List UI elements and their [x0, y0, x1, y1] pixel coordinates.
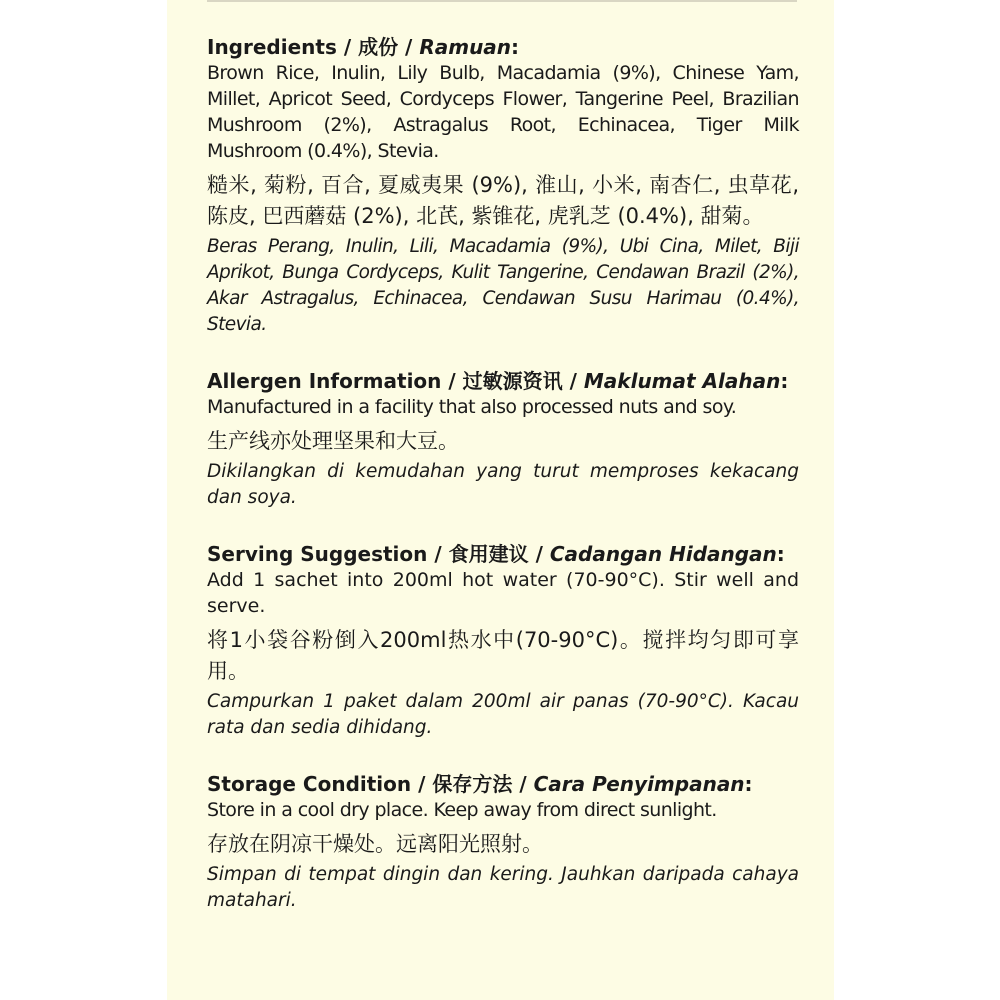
storage-text-zh: 存放在阴凉干燥处。远离阳光照射。 — [207, 832, 543, 856]
allergen-text-ms: Dikilangkan di kemudahan yang turut memproses kekacang dan soya. — [207, 461, 799, 508]
ingredients-text-ms: Beras Perang, Inulin, Lili, Macadamia (9%), Ubi Cina, Milet, Biji Aprikot, Bunga Cordyceps, Kulit Tangerine, Cendawan Brazil (2%), Akar Astragalus, Echinacea, Cendawan Susu Harimau (0.4%), Stevia. — [207, 236, 799, 335]
ingredients-text-zh: 糙米, 菊粉, 百合, 夏威夷果 (9%), 淮山, 小米, 南杏仁, 虫草花, 陈皮, 巴西蘑菇 (2%), 北芪, 紫锥花, 虎乳芝 (0.4%), 甜菊。 — [207, 173, 799, 228]
allergen-heading — [207, 368, 799, 394]
allergen-text-zh: 生产线亦处理坚果和大豆。 — [207, 429, 459, 453]
ingredients-heading — [207, 34, 799, 60]
heading-ms: Ramuan — [419, 35, 512, 59]
allergen-section — [207, 368, 799, 511]
heading-colon: : — [780, 369, 789, 393]
serving-text-zh: 将1小袋谷粉倒入200ml热水中(70-90°C)。搅拌均匀即可享用。 — [207, 628, 799, 683]
heading-separator: / — [398, 35, 420, 59]
heading-colon: : — [776, 542, 785, 566]
heading-en: Allergen Information / — [207, 369, 463, 393]
storage-text-en: Store in a cool dry place. Keep away from direct sunlight. — [207, 799, 717, 821]
heading-en: Storage Condition / — [207, 772, 433, 796]
heading-en: Serving Suggestion / — [207, 542, 449, 566]
storage-text-ms: Simpan di tempat dingin dan kering. Jauhkan daripada cahaya matahari. — [207, 864, 799, 911]
heading-colon: : — [511, 35, 520, 59]
ingredients-text-en: Brown Rice, Inulin, Lily Bulb, Macadamia (9%), Chinese Yam, Millet, Apricot Seed, Cordyceps Flower, Tangerine Peel, Brazilian Mushroom (2%), Astragalus Root, Echinacea, Tiger Milk Mushroom (0.4%), Stevia. — [207, 62, 799, 162]
heading-separator: / — [562, 369, 584, 393]
storage-section — [207, 771, 799, 914]
heading-zh: 保存方法 — [432, 772, 513, 796]
serving-text-en: Add 1 sachet into 200ml hot water (70-90°C). Stir well and serve. — [207, 569, 799, 617]
heading-colon: : — [744, 772, 753, 796]
serving-section — [207, 541, 799, 741]
heading-ms: Cara Penyimpanan — [533, 772, 745, 796]
heading-zh: 食用建议 — [448, 542, 529, 566]
heading-ms: Maklumat Alahan — [583, 369, 781, 393]
allergen-text-en: Manufactured in a facility that also processed nuts and soy. — [207, 396, 737, 418]
heading-ms: Cadangan Hidangan — [549, 542, 777, 566]
label-panel — [167, 0, 834, 1000]
storage-heading — [207, 771, 799, 797]
heading-zh: 过敏源资讯 — [462, 369, 563, 393]
heading-zh: 成份 — [358, 35, 399, 59]
serving-text-ms: Campurkan 1 paket dalam 200ml air panas (70-90°C). Kacau rata dan sedia dihidang. — [207, 691, 799, 738]
heading-separator: / — [512, 772, 534, 796]
heading-separator: / — [528, 542, 550, 566]
heading-en: Ingredients / — [207, 35, 359, 59]
top-divider — [207, 0, 797, 2]
label-content — [207, 34, 799, 944]
serving-heading — [207, 541, 799, 567]
ingredients-section — [207, 34, 799, 338]
